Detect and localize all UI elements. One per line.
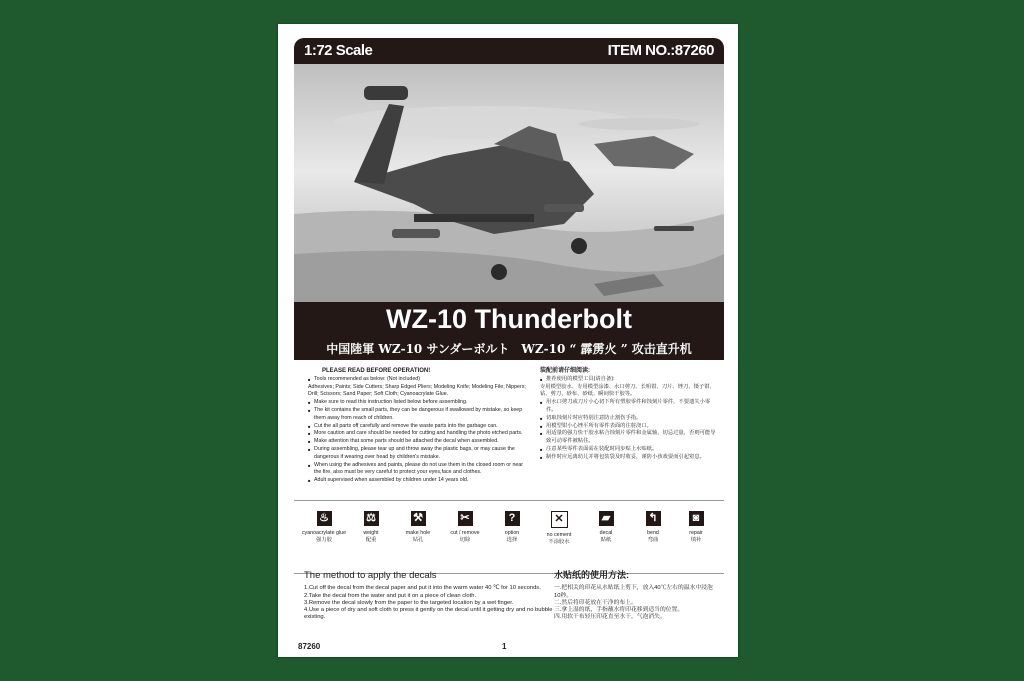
option-icon: ? [505, 511, 520, 526]
header-bar [294, 38, 724, 64]
decal-heading-cn: 水贴纸的使用方法: [554, 570, 629, 580]
legend-label-cn: 贴纸 [600, 536, 612, 543]
notice-item: ■ Adult supervised when assembled by children under 14 years old. [308, 477, 528, 485]
no-cement-icon: ✕ [551, 511, 568, 528]
model-subtitle: 中国陸軍 WZ-10 サンダーボルト WZ-10 “ 霹雳火 ” 攻击直升机 [326, 342, 692, 356]
decal-heading-en: The method to apply the decals [304, 570, 437, 581]
notice-heading-en: PLEASE READ BEFORE OPERATION! [322, 368, 431, 374]
legend-label-en: bend [647, 530, 659, 536]
legend-label-cn: 不涂胶水 [548, 538, 570, 545]
legend-label-cn: 填补 [690, 536, 702, 543]
legend-label-en: make hole [405, 530, 431, 536]
notice-item-cn: ■ 制作时应远离幼儿并将包装袋及时收妥，谨防小孩戏耍而引起窒息。 [540, 454, 720, 462]
legend-label-en: weight [363, 530, 379, 536]
box-art-illustration [294, 64, 724, 302]
notice-item-cn: ■ 用适量的强力快干胶水粘合蚀刻片零件和金属轴，切忌过量，否则可能导致可动零件被粘住。 [540, 430, 720, 446]
legend-label-cn: 配重 [365, 536, 377, 543]
notice-english [308, 368, 528, 485]
notice-item-cn: ■ 切取蚀刻片时应特别注意防止割伤手指。 [540, 415, 720, 423]
notice-item: ■ When using the adhesives and paints, please do not use them in the closed room or near the fire, also must be very careful to protect your eyes,face and clothes. [308, 462, 528, 478]
notice-item: ■ Tools recommended as below: (Not included) [308, 376, 528, 384]
legend-label-cn: 钻孔 [412, 536, 424, 543]
notice-item-cn: ■ 注意某些零件表面需在装配时同步贴上水贴纸。 [540, 446, 720, 454]
legend-item [441, 511, 489, 543]
decal-step: 1.Cut off the decal from the decal paper and put it into the warm water 40 ℃ for 10 seconds. [304, 585, 541, 592]
notice-chinese [540, 368, 720, 462]
decal-step: 3.Remove the decal slowly from the paper to the targeted location by a wet finger. [304, 599, 514, 606]
legend-label-en: no cement [546, 532, 572, 538]
scale-label: 1:72 Scale [304, 42, 373, 59]
title-band [294, 302, 724, 360]
bend-icon: ↰ [646, 511, 661, 526]
legend-label-cn: 强力胶 [316, 536, 332, 543]
decal-step-cn: 一.把相关的印花从水贴纸上剪下，放入40℃左右的温水中浸泡10秒。 [554, 585, 713, 599]
page-number: 1 [502, 642, 507, 651]
decal-step: 2.Take the decal from the water and put it on a piece of clean cloth. [304, 592, 477, 599]
footer-item-code: 87260 [298, 642, 321, 651]
notice-item-cn: ■ 用水口剪刀或刀片小心切下所有塑胶零件和蚀刻片零件，不要遗失小零件。 [540, 399, 720, 415]
helicopter-art-image [294, 64, 724, 302]
instruction-page [278, 24, 738, 657]
legend-item [535, 511, 583, 545]
notice-heading-cn: 装配前请仔细阅读: [540, 368, 590, 374]
notice-item-cn: ■ 用模型钳小心锉平所有零件表面的注射浇口。 [540, 423, 720, 431]
legend-label-en: cyanoacrylate glue [301, 530, 347, 536]
decal-step-cn: 三.拿上湿的纸，手指蘸水将印花移到适当的位置。 [554, 607, 684, 614]
page-footer [294, 642, 724, 654]
legend-item [672, 511, 720, 543]
decal-instructions [294, 572, 724, 644]
legend-label-en: option [504, 530, 520, 536]
repair-icon: ◙ [689, 511, 704, 526]
legend-item [394, 511, 442, 543]
cyanoacrylate-glue-icon: ♨ [317, 511, 332, 526]
symbol-legend [294, 500, 724, 574]
safety-notice [294, 368, 724, 492]
legend-label-cn: 选择 [506, 536, 518, 543]
decal-english [304, 572, 554, 622]
legend-label-en: cut / remove [450, 530, 480, 536]
legend-label-cn: 弯曲 [647, 536, 659, 543]
legend-item [488, 511, 536, 543]
decal-chinese [554, 572, 719, 622]
notice-item-cn: ■ 推荐使用的模型工具(请自备): [540, 376, 720, 384]
legend-item [347, 511, 395, 543]
notice-item: ■ Cut the all parts off carefully and remove the waste parts into the garbage can. [308, 423, 528, 431]
model-title: WZ-10 Thunderbolt [386, 304, 632, 334]
notice-item-cn: 专用模型胶水、专用模型涂漆、水口剪刀、长咀钳、刀片、锉刀、镊子钳、钻、剪刀、砂布、砂纸、瞬间快干胶等。 [540, 383, 715, 398]
notice-item: ■ During assembling, please tear up and throw away the plastic bags, or may cause the dangerous if wearing over head by children's mistake. [308, 446, 528, 462]
notice-item: ■ More caution and care should be needed for cutting and handling the photo etched parts. [308, 430, 528, 438]
legend-item [582, 511, 630, 543]
decal-step-cn: 四.用软干布轻压印花直至水干，气泡消失。 [554, 614, 666, 621]
notice-item: ■ Make sure to read this instruction listed below before assembling. [308, 399, 528, 407]
make-hole-icon: ⚒ [411, 511, 426, 526]
notice-item: Adhesives; Paints; Side Cutters; Sharp Edged Pliers; Modeling Knife; Modeling File; Nippers; Drill; Scissors; Sand Paper; Soft Cloth; Cyanoacrylate Glue. [308, 383, 526, 398]
cut-remove-icon: ✂ [458, 511, 473, 526]
legend-label-cn: 切除 [459, 536, 471, 543]
decal-icon: ▰ [599, 511, 614, 526]
notice-item: ■ The kit contains the small parts, they can be dangerous if swallowed by mistake, so keep them away from reach of children. [308, 407, 528, 423]
weight-icon: ⚖ [364, 511, 379, 526]
legend-label-en: decal [599, 530, 613, 536]
decal-step-cn: 二.然后将印花放在干净的布上。 [554, 599, 637, 606]
notice-item: ■ Make attention that some parts should be attached the decal when assembled. [308, 438, 528, 446]
decal-step: 4.Use a piece of dry and soft cloth to press it gently on the decal until it getting dry and no bubble existing. [304, 607, 553, 621]
legend-item [300, 511, 348, 543]
legend-label-en: repair [689, 530, 703, 536]
legend-item [629, 511, 677, 543]
item-number: ITEM NO.:87260 [607, 42, 714, 59]
